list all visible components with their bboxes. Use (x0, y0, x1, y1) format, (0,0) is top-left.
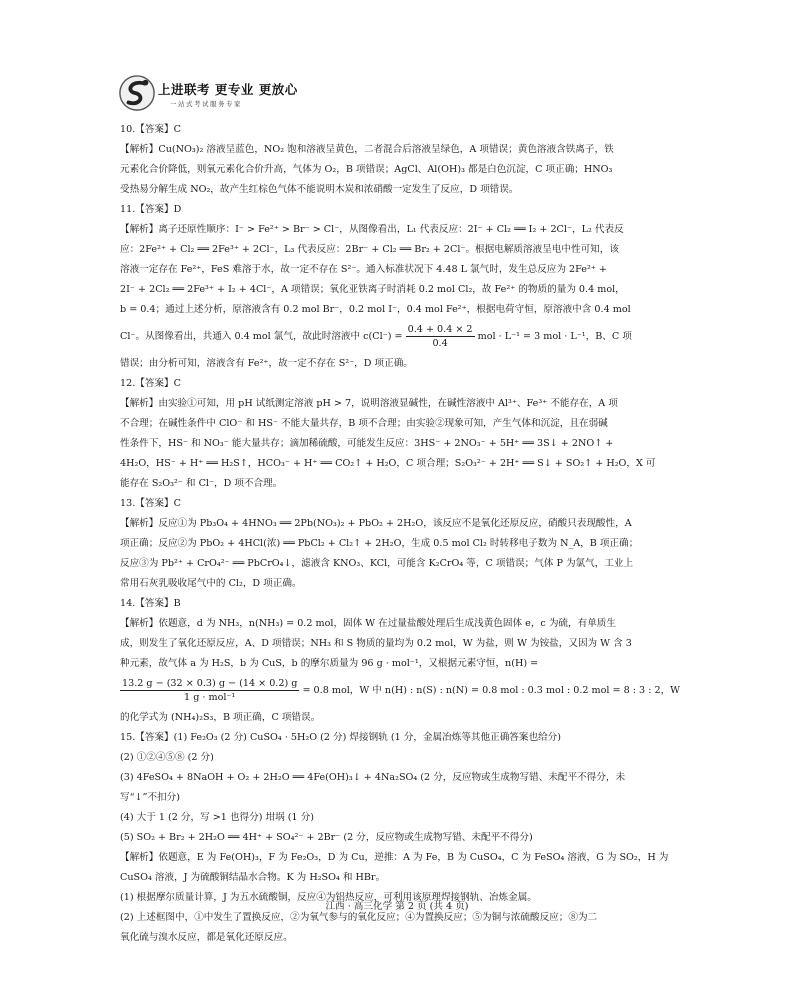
answer-q14: 14.【答案】B (120, 598, 181, 609)
text-segment: = 0.8 mol，W 中 n(H) : n(S) : n(N) = 0.8 mol : 0.3 mol : 0.2 mol = 8 : 3 : 2，W (302, 685, 680, 696)
analysis-line: 【解析】由实验①可知，用 pH 试纸测定溶液 pH > 7，说明溶液显碱性，在碱性溶液中 Al³⁺、Fe³⁺ 不能存在，A 项 (120, 398, 618, 409)
analysis-line: CuSO₄ 溶液，J 为硫酸铜结晶水合物。K 为 H₂SO₄ 和 HBr。 (120, 872, 386, 883)
analysis-line-fraction (120, 674, 680, 708)
analysis-line: 种元素，故气体 a 为 H₂S，b 为 CuS，b 的摩尔质量为 96 g · mol⁻¹，又根据元素守恒，n(H) = (120, 658, 539, 669)
analysis-line: 溶液一定存在 Fe²⁺，FeS 难溶于水，故一定不存在 S²⁻。通入标准状况下 4.48 L 氯气时，发生总反应为 2Fe²⁺ + (120, 264, 607, 275)
analysis-line: 成，则发生了氧化还原反应，A、D 项错误；NH₃ 和 S 物质的量均为 0.2 mol，W 为盐，则 W 为铵盐，又因为 W 含 3 (120, 638, 632, 649)
answer-q10: 10.【答案】C (120, 124, 181, 135)
logo-icon (118, 74, 156, 112)
analysis-line: 氧化硫与溴水反应，都是氧化还原反应。 (120, 932, 293, 943)
answer-line: (3) 4FeSO₄ + 8NaOH + O₂ + 2H₂O ══ 4Fe(OH)₃↓ + 4Na₂SO₄ (2 分，反应物或生成物写错、未配平不得分，未 (120, 772, 626, 783)
brand-slogan: 一站式考试服务专家 (170, 100, 242, 108)
fraction-numerator: 0.4 + 0.4 × 2 (407, 324, 473, 335)
fraction (120, 677, 299, 704)
analysis-line: 4H₂O，HS⁻ + H⁺ ══ H₂S↑，HCO₃⁻ + H⁺ ══ CO₂↑ + H₂O，C 项合理；S₂O₃²⁻ + 2H⁺ ══ S↓ + SO₂↑ + H₂O，X 可 (120, 458, 656, 469)
analysis-line: 【解析】离子还原性顺序：I⁻ > Fe²⁺ > Br⁻ > Cl⁻，从图像看出，L₁ 代表反应：2I⁻ + Cl₂ ══ I₂ + 2Cl⁻，L₂ 代表反 (120, 224, 624, 235)
brand-name: 上进联考 更专业 更放心 (158, 82, 298, 97)
analysis-line: 受热易分解生成 NO₂，故产生红棕色气体不能说明木炭和浓硝酸一定发生了反应，D 项错误。 (120, 184, 519, 195)
fraction-denominator: 1 g · mol⁻¹ (184, 692, 236, 703)
analysis-line-fraction (120, 320, 680, 354)
answer-q13: 13.【答案】C (120, 498, 181, 509)
analysis-line: 【解析】反应①为 Pb₃O₄ + 4HNO₃ ══ 2Pb(NO₃)₂ + PbO₂ + 2H₂O，该反应不是氧化还原反应，硝酸只表现酸性，A (120, 518, 632, 529)
analysis-line: 2I⁻ + 2Cl₂ ══ 2Fe³⁺ + I₂ + 4Cl⁻，A 项错误；氧化亚铁离子时消耗 0.2 mol Cl₂，故 Fe²⁺ 的物质的量为 0.4 mol， (120, 284, 625, 295)
analysis-line: (2) 上述框图中，①中发生了置换反应，②为氧气参与的氧化反应；④为置换反应；⑤为铜与浓硫酸反应；⑧为二 (120, 912, 598, 923)
analysis-line: 反应③为 Pb²⁺ + CrO₄²⁻ ══ PbCrO₄↓，滤液含 KNO₃、KCl，可能含 K₂CrO₄ 等，C 项错误；气体 P 为氯气，工业上 (120, 558, 634, 569)
analysis-line: 常用石灰乳吸收尾气中的 Cl₂，D 项正确。 (120, 578, 302, 589)
analysis-line: 【解析】Cu(NO₃)₂ 溶液呈蓝色，NO₂ 饱和溶液呈黄色，二者混合后溶液呈绿色，A 项错误；黄色溶液含铁离子，铁 (120, 144, 614, 155)
fraction-numerator: 13.2 g − (32 × 0.3) g − (14 × 0.2) g (122, 678, 298, 689)
text-segment: mol · L⁻¹ = 3 mol · L⁻¹，B、C 项 (477, 331, 632, 342)
answer-line: (2) ①②④⑤⑧ (2 分) (120, 752, 214, 763)
analysis-line: 错误；由分析可知，溶液含有 Fe²⁺，故一定不存在 S²⁻，D 项正确。 (120, 358, 413, 369)
text-segment: Cl⁻。从图像看出，共通入 0.4 mol 氯气，故此时溶液中 c(Cl⁻) = (120, 331, 403, 342)
page-header (118, 74, 358, 114)
analysis-line: 能存在 S₂O₃²⁻ 和 Cl⁻，D 项不合理。 (120, 478, 283, 489)
answer-q12: 12.【答案】C (120, 378, 181, 389)
analysis-line: 的化学式为 (NH₄)₂S₃，B 项正确，C 项错误。 (120, 712, 321, 723)
analysis-line: 应：2Fe²⁺ + Cl₂ ══ 2Fe³⁺ + 2Cl⁻，L₃ 代表反应：2Br⁻ + Cl₂ ══ Br₂ + 2Cl⁻。根据电解质溶液呈电中性可知，该 (120, 244, 619, 255)
analysis-line: b = 0.4；通过上述分析，原溶液含有 0.2 mol Br⁻，0.2 mol I⁻，0.4 mol Fe²⁺，根据电荷守恒，原溶液中含 0.4 mol (120, 304, 631, 315)
answer-content (120, 120, 680, 948)
fraction (406, 323, 475, 350)
answer-line: 写“↓”不扣分) (120, 792, 180, 803)
answer-line: (4) 大于 1 (2 分，写 >1 也得分) 坩埚 (1 分) (120, 812, 314, 823)
analysis-line: 【解析】依题意，d 为 NH₃，n(NH₃) = 0.2 mol，固体 W 在过量盐酸处理后生成浅黄色固体 e，c 为硫，有单质生 (120, 618, 616, 629)
analysis-line: 【解析】依题意，E 为 Fe(OH)₃，F 为 Fe₂O₃，D 为 Cu，逆推：A 为 Fe，B 为 CuSO₄，C 为 FeSO₄ 溶液，G 为 SO₂，H 为 (120, 852, 669, 863)
analysis-line: 不合理；在碱性条件中 ClO⁻ 和 HS⁻ 不能大量共存，B 项不合理；由实验②现象可知，产生气体和沉淀，且在弱碱 (120, 418, 608, 429)
analysis-line: (1) 根据摩尔质量计算，J 为五水硫酸铜，反应④为铝热反应，可利用该原理焊接钢轨、冶炼金属。 (120, 892, 537, 903)
answer-line: (5) SO₂ + Br₂ + 2H₂O ══ 4H⁺ + SO₄²⁻ + 2Br⁻ (2 分，反应物或生成物写错、未配平不得分) (120, 832, 533, 843)
analysis-line: 元素化合价降低，则氧元素化合价升高，气体为 O₂，B 项错误；AgCl、Al(OH)₃ 都是白色沉淀，C 项正确；HNO₃ (120, 164, 613, 175)
answer-q11: 11.【答案】D (120, 204, 182, 215)
analysis-line: 性条件下，HS⁻ 和 NO₃⁻ 能大量共存；滴加稀硫酸，可能发生反应：3HS⁻ + 2NO₃⁻ + 5H⁺ ══ 3S↓ + 2NO↑ + (120, 438, 614, 449)
fraction-denominator: 0.4 (432, 338, 448, 349)
analysis-line: 项正确；反应②为 PbO₂ + 4HCl(浓) ══ PbCl₂ + Cl₂↑ + 2H₂O，生成 0.5 mol Cl₂ 时转移电子数为 N_A，B 项正确； (120, 538, 639, 549)
answer-q15: 15.【答案】(1) Fe₂O₃ (2 分) CuSO₄ · 5H₂O (2 分) 焊接钢轨 (1 分，金属冶炼等其他正确答案也给分) (120, 732, 561, 743)
page-footer: 江西 · 高三化学 第 2 页 (共 4 页) (325, 901, 469, 912)
